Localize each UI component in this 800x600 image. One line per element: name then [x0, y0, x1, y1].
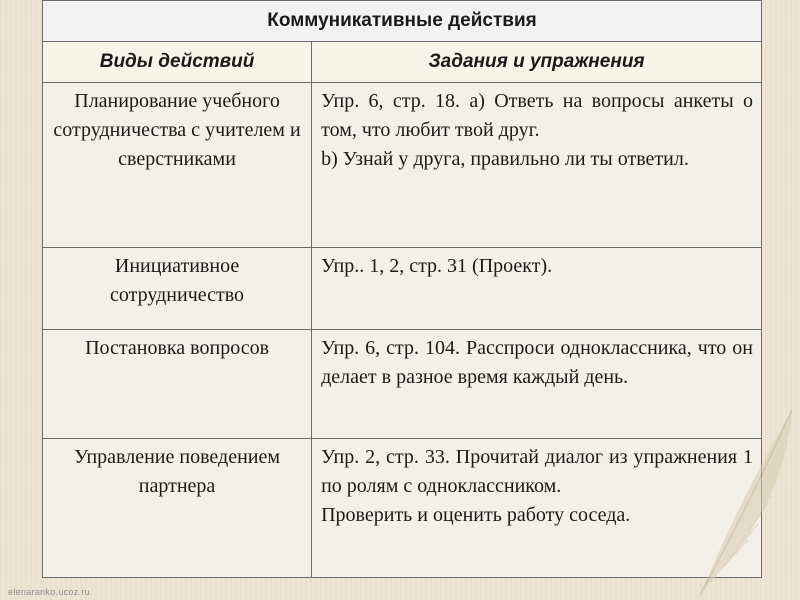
task-text: b) Узнай у друга, правильно ли ты ответил.	[321, 148, 689, 170]
task-cell	[312, 248, 762, 330]
table-header-row	[43, 42, 762, 83]
table-title-row	[43, 1, 762, 42]
action-type-cell: Постановка вопросов	[43, 330, 312, 439]
task-text: Упр.. 1, 2, стр. 31 (Проект).	[321, 255, 553, 277]
task-text: Упр. 6, стр. 104. Расспроси одноклассника, что он делает в разное время каждый день.	[321, 337, 753, 388]
table-row	[43, 248, 762, 330]
site-watermark: elenaranko.ucoz.ru	[8, 587, 90, 597]
header-tasks-exercises: Задания и упражнения	[312, 42, 762, 83]
communicative-actions-table	[42, 0, 762, 578]
action-type-cell: Управление поведением партнера	[43, 439, 312, 578]
table-title: Коммуникативные действия	[43, 1, 762, 42]
header-action-types: Виды действий	[43, 42, 312, 83]
task-text: Упр. 2, стр. 33. Прочитай диалог из упражнения 1 по ролям с одноклассником.	[321, 446, 753, 497]
table-row	[43, 439, 762, 578]
task-cell	[312, 83, 762, 248]
quill-decoration-icon	[660, 390, 800, 600]
action-type-cell: Инициативное сотрудничество	[43, 248, 312, 330]
task-text: Проверить и оценить работу соседа.	[321, 504, 631, 526]
table-row	[43, 83, 762, 248]
action-type-cell: Планирование учебного сотрудничества с учителем и сверстниками	[43, 83, 312, 248]
task-text: Упр. 6, стр. 18. а) Ответь на вопросы анкеты о том, что любит твой друг.	[321, 90, 753, 141]
table-row	[43, 330, 762, 439]
